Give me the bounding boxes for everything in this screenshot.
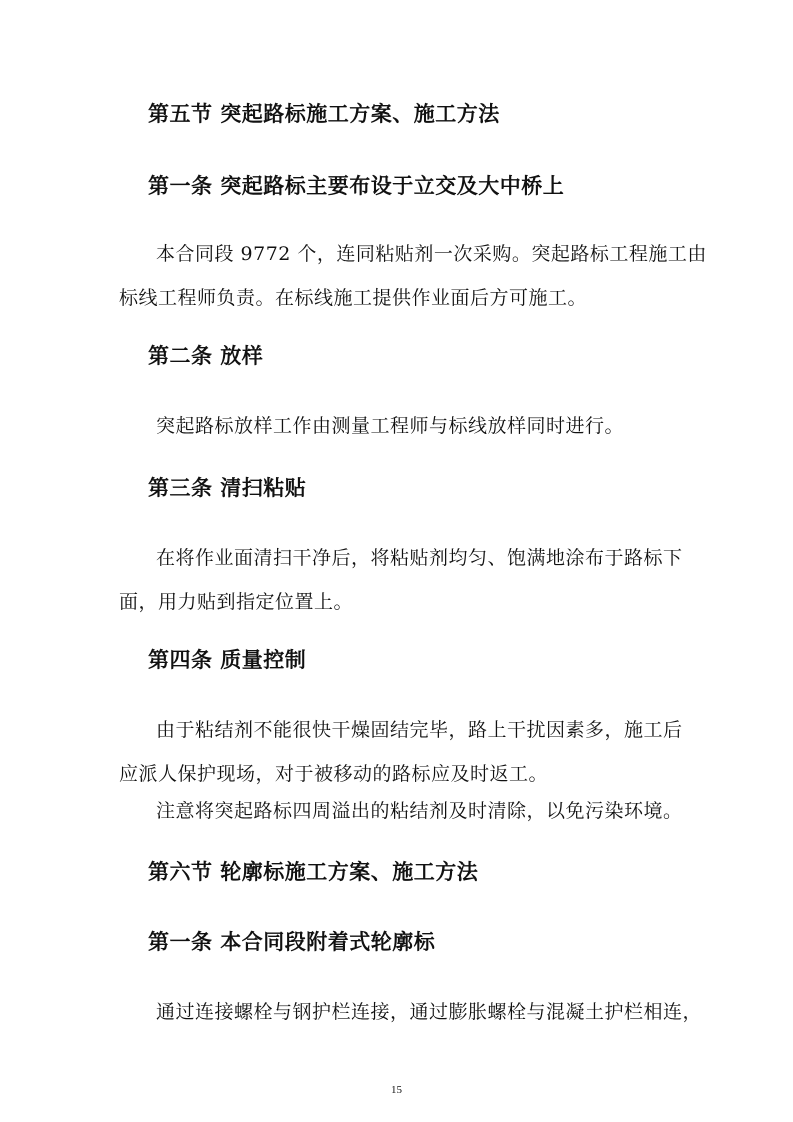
section-5-heading: 第五节 突起路标施工方案、施工方法 xyxy=(148,101,500,126)
section-5-article-3-paragraph-line-2: 面，用力贴到指定位置上。 xyxy=(119,591,354,613)
section-6-heading: 第六节 轮廓标施工方案、施工方法 xyxy=(148,859,479,884)
section-5-article-1-heading: 第一条 突起路标主要布设于立交及大中桥上 xyxy=(148,173,565,198)
section-5-article-2-paragraph: 突起路标放样工作由测量工程师与标线放样同时进行。 xyxy=(156,415,625,437)
section-5-article-2-heading: 第二条 放样 xyxy=(148,343,264,368)
section-5-article-3-heading: 第三条 清扫粘贴 xyxy=(148,475,307,500)
section-5-article-1-paragraph-line-2: 标线工程师负责。在标线施工提供作业面后方可施工。 xyxy=(119,287,588,309)
section-5-article-4-heading: 第四条 质量控制 xyxy=(148,647,307,672)
section-6-article-1-heading: 第一条 本合同段附着式轮廓标 xyxy=(148,929,436,954)
page-number: 15 xyxy=(391,1084,402,1096)
section-5-article-1-paragraph-line-1: 本合同段 9772 个，连同粘贴剂一次采购。突起路标工程施工由 xyxy=(156,243,707,265)
section-5-article-4-paragraph-line-1: 由于粘结剂不能很快干燥固结完毕，路上干扰因素多，施工后 xyxy=(156,719,683,741)
section-5-article-4-paragraph-line-2: 应派人保护现场，对于被移动的路标应及时返工。 xyxy=(119,763,549,785)
section-6-article-1-paragraph-line-1: 通过连接螺栓与钢护栏连接，通过膨胀螺栓与混凝土护栏相连， xyxy=(156,1001,703,1023)
section-5-article-3-paragraph-line-1: 在将作业面清扫干净后，将粘贴剂均匀、饱满地涂布于路标下 xyxy=(156,547,683,569)
section-5-article-4-paragraph-2: 注意将突起路标四周溢出的粘结剂及时清除，以免污染环境。 xyxy=(156,800,683,822)
